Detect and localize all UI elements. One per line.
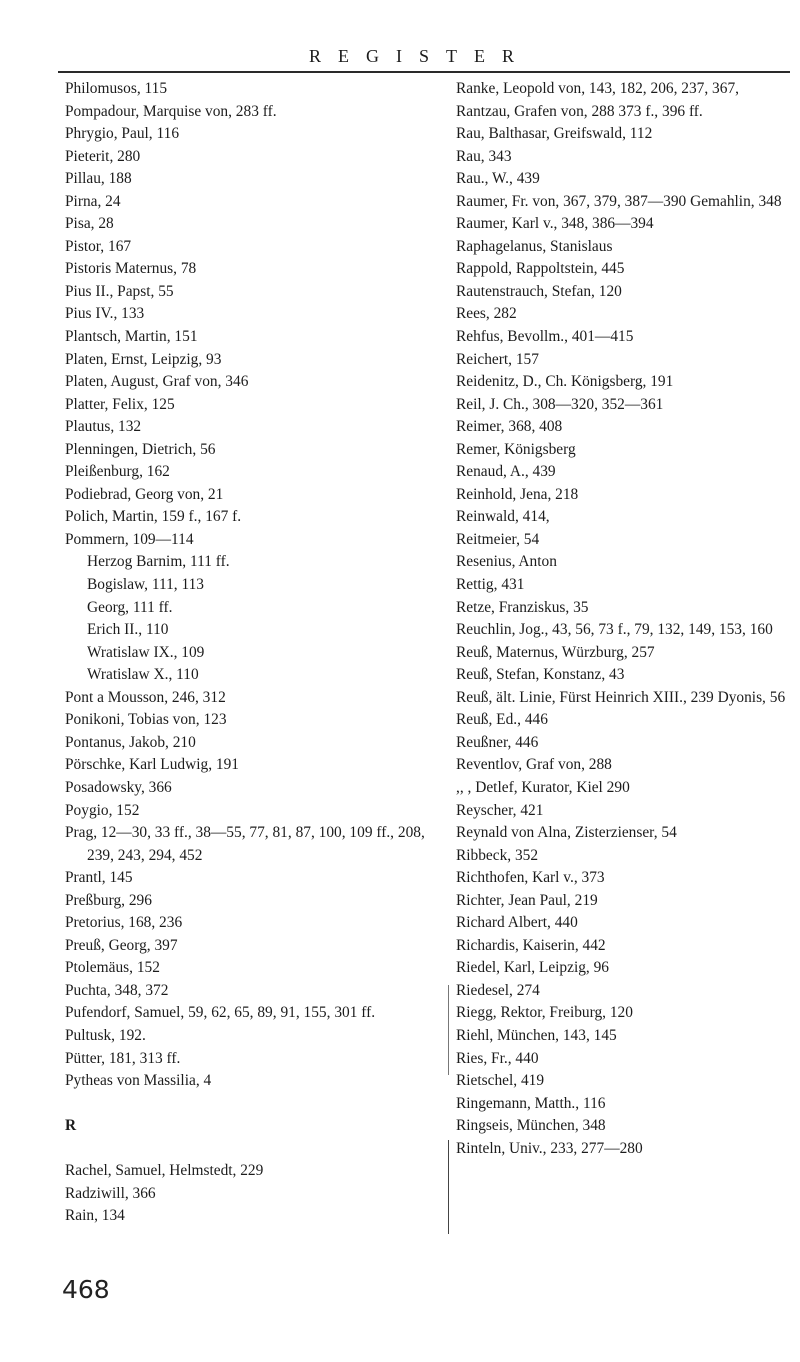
index-entry: Raumer, Fr. von, 367, 379, 387—390 Gemahlin, 348 — [456, 192, 782, 210]
index-entry: Pleißenburg, 162 — [65, 463, 170, 481]
index-entry: Phrygio, Paul, 116 — [65, 125, 180, 143]
index-entry: Richardis, Kaiserin, 442 — [456, 936, 606, 954]
spacer — [65, 1093, 445, 1116]
index-entry: Rantzau, Grafen von, 288 373 f., 396 ff. — [456, 102, 703, 120]
column-divider-upper — [448, 985, 449, 1075]
index-entry: Ringseis, München, 348 — [456, 1117, 606, 1135]
index-entry: Richard Albert, 440 — [456, 914, 578, 932]
index-entry: Pieterit, 280 — [65, 147, 141, 165]
index-entry: Pont a Mousson, 246, 312 — [65, 688, 226, 706]
index-entry: Polich, Martin, 159 f., 167 f. — [65, 508, 242, 526]
index-entry: Prag, 12—30, 33 ff., 38—55, 77, 81, 87, 100, 109 ff., 208, 239, 243, 294, 452 — [65, 824, 425, 864]
header-rule — [58, 71, 790, 73]
index-entry: Ringemann, Matth., 116 — [456, 1094, 606, 1112]
index-entry: Pirna, 24 — [65, 192, 121, 210]
index-entry: Riedel, Karl, Leipzig, 96 — [456, 959, 610, 977]
page-header: REGISTER — [308, 46, 531, 66]
index-entry: Pillau, 188 — [65, 170, 132, 188]
index-entry: Rinteln, Univ., 233, 277—280 — [456, 1139, 643, 1157]
index-entry: Pytheas von Massilia, 4 — [65, 1072, 212, 1090]
page-number: 468 — [62, 1275, 110, 1304]
index-entry: Pius IV., 133 — [65, 305, 145, 323]
index-entry: Posadowsky, 366 — [65, 778, 172, 796]
index-entry: Plenningen, Dietrich, 56 — [65, 440, 216, 458]
index-entry: Radziwill, 366 — [65, 1184, 156, 1202]
index-entry: Rau., W., 439 — [456, 170, 540, 188]
index-entry: Platen, August, Graf von, 346 — [65, 373, 249, 391]
index-entry: Poygio, 152 — [65, 801, 140, 819]
index-entry: Reuß, Stefan, Konstanz, 43 — [456, 666, 625, 684]
index-entry: Preßburg, 296 — [65, 891, 152, 909]
column-divider-lower — [448, 1140, 449, 1234]
index-entry: Rain, 134 — [65, 1207, 125, 1225]
index-entry: Pontanus, Jakob, 210 — [65, 733, 196, 751]
right-column — [456, 78, 792, 1160]
index-subentry: Bogislaw, 111, 113 — [87, 576, 204, 594]
index-entry: Puchta, 348, 372 — [65, 981, 169, 999]
index-entry: Reynald von Alna, Zisterzienser, 54 — [456, 824, 677, 842]
index-entry: Ponikoni, Tobias von, 123 — [65, 711, 227, 729]
index-entry: Reuß, Ed., 446 — [456, 711, 548, 729]
index-entry: Riegg, Rektor, Freiburg, 120 — [456, 1004, 633, 1022]
index-entry: Riedesel, 274 — [456, 981, 540, 999]
index-entry: Rachel, Samuel, Helmstedt, 229 — [65, 1162, 264, 1180]
index-subentry: Wratislaw X., 110 — [87, 666, 199, 684]
index-entry: Pius II., Papst, 55 — [65, 282, 174, 300]
index-entry: Ranke, Leopold von, 143, 182, 206, 237, 367, — [456, 80, 739, 97]
index-entry: Reyscher, 421 — [456, 801, 544, 819]
index-entry: Pistoris Maternus, 78 — [65, 260, 197, 278]
left-column — [65, 78, 445, 1228]
index-entry: Pompadour, Marquise von, 283 ff. — [65, 102, 277, 120]
index-entry: Philomusos, 115 — [65, 80, 168, 97]
index-entry: Reußner, 446 — [456, 733, 539, 751]
index-entry: Platen, Ernst, Leipzig, 93 — [65, 350, 222, 368]
index-entry: Podiebrad, Georg von, 21 — [65, 485, 224, 503]
index-subentry: Erich II., 110 — [87, 621, 169, 639]
index-entry: Richthofen, Karl v., 373 — [456, 869, 605, 887]
index-entry: Rautenstrauch, Stefan, 120 — [456, 282, 622, 300]
index-entry: Rau, 343 — [456, 147, 512, 165]
index-entry: Plautus, 132 — [65, 418, 142, 436]
index-entry: Reventlov, Graf von, 288 — [456, 756, 612, 774]
index-entry: Raphagelanus, Stanislaus — [456, 237, 613, 255]
index-entry: Raumer, Karl v., 348, 386—394 — [456, 215, 654, 233]
index-entry: Pultusk, 192. — [65, 1026, 146, 1044]
index-entry: Pufendorf, Samuel, 59, 62, 65, 89, 91, 155, 301 ff. — [65, 1004, 376, 1022]
index-entry: Pörschke, Karl Ludwig, 191 — [65, 756, 239, 774]
index-entry: Reidenitz, D., Ch. Königsberg, 191 — [456, 373, 674, 391]
index-entry: Reuß, Maternus, Würzburg, 257 — [456, 643, 655, 661]
index-entry: Rappold, Rappoltstein, 445 — [456, 260, 625, 278]
index-entry: Platter, Felix, 125 — [65, 395, 175, 413]
index-entry: Pommern, 109—114 — [65, 530, 194, 548]
index-entry: Resenius, Anton — [456, 553, 557, 571]
index-entry: Ries, Fr., 440 — [456, 1049, 539, 1067]
index-entry: Ribbeck, 352 — [456, 846, 539, 864]
index-entry: Remer, Königsberg — [456, 440, 576, 458]
index-entry: Prantl, 145 — [65, 869, 133, 887]
index-entry: Reil, J. Ch., 308—320, 352—361 — [456, 395, 664, 413]
index-entry: Rau, Balthasar, Greifswald, 112 — [456, 125, 653, 143]
index-entry: Reinwald, 414, — [456, 508, 550, 526]
index-entry: Rietschel, 419 — [456, 1072, 545, 1090]
index-entry: Riehl, München, 143, 145 — [456, 1026, 617, 1044]
index-entry: Ptolemäus, 152 — [65, 959, 160, 977]
index-entry: Reimer, 368, 408 — [456, 418, 563, 436]
index-entry: Reitmeier, 54 — [456, 530, 540, 548]
index-entry: Rees, 282 — [456, 305, 517, 323]
index-subentry: Wratislaw IX., 109 — [87, 643, 205, 661]
index-entry: Pretorius, 168, 236 — [65, 914, 183, 932]
index-entry: Retze, Franziskus, 35 — [456, 598, 589, 616]
index-entry: Pisa, 28 — [65, 215, 114, 233]
index-entry: Renaud, A., 439 — [456, 463, 556, 481]
index-entry: Richter, Jean Paul, 219 — [456, 891, 598, 909]
index-subentry: Herzog Barnim, 111 ff. — [87, 553, 230, 571]
index-entry: Reinhold, Jena, 218 — [456, 485, 579, 503]
index-entry: Pistor, 167 — [65, 237, 132, 255]
index-entry: Pütter, 181, 313 ff. — [65, 1049, 181, 1067]
index-subentry: Georg, 111 ff. — [87, 598, 173, 616]
index-entry: Reuchlin, Jog., 43, 56, 73 f., 79, 132, 149, 153, 160 — [456, 621, 773, 639]
index-entry: Reichert, 157 — [456, 350, 539, 368]
index-entry: ,, , Detlef, Kurator, Kiel 290 — [456, 778, 630, 796]
index-entry: Plantsch, Martin, 151 — [65, 328, 198, 346]
index-entry: Reuß, ält. Linie, Fürst Heinrich XIII., 239 Dyonis, 56 — [456, 688, 786, 706]
section-letter: R — [65, 1117, 77, 1135]
index-entry: Rehfus, Bevollm., 401—415 — [456, 328, 634, 346]
index-entry: Preuß, Georg, 397 — [65, 936, 178, 954]
spacer — [65, 1138, 445, 1161]
index-entry: Rettig, 431 — [456, 576, 525, 594]
